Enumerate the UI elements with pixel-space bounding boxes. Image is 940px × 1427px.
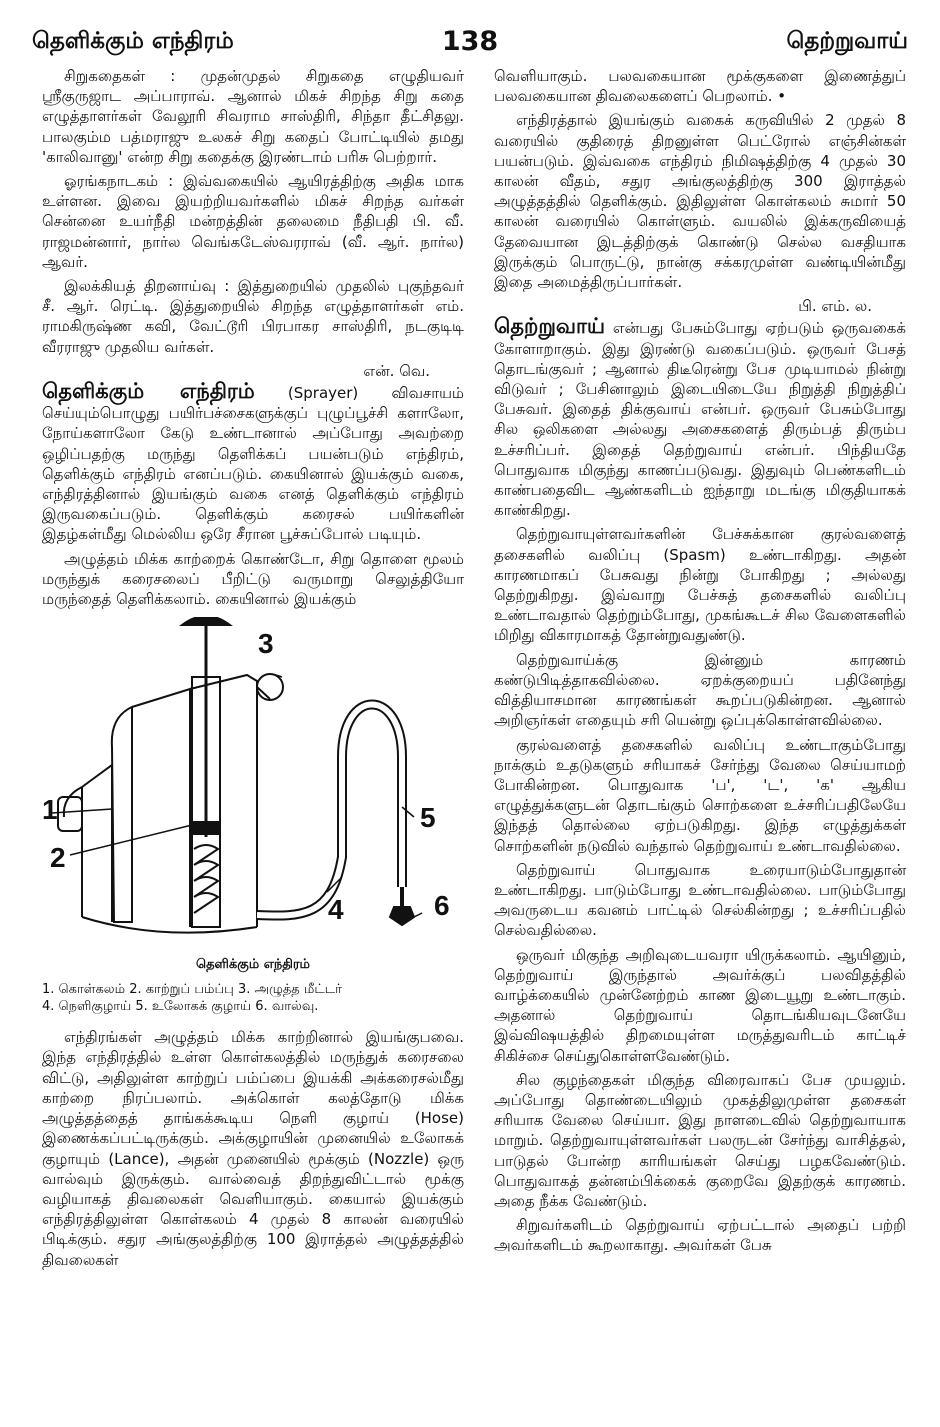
- pump-handle: [182, 617, 230, 625]
- paragraph-treatment: ஒருவர் மிகுந்த அறிவுடையவரா யிருக்கலாம். ஆயினும், தெற்றுவாய் இருந்தால் அவர்க்குப் பலவிதத்தில் வாழ்க்கையில் முன்னேற்றம் காண இடையூறு உண்டாகும். அதனால் தெற்றுவாய் தொடங்கியவுடனேயே இவ்விஷயத்தில் திறமையுள்ள மருத்துவரிடம் காட்டிச் சிகிச்சை செய்துகொள்ளவேண்டும்.: [494, 945, 906, 1065]
- right-column: [494, 66, 906, 1260]
- paragraph-spasm: தெற்றுவாயுள்ளவர்களின் பேச்சுக்கான குரல்வளைத் தசைகளில் வலிப்பு (Spasm) உண்டாகிறது. அதன் காரணமாகப் பேசுவது நின்று போகிறது ; அல்லது தெற்றுகிறது. இவ்வாறு பேச்சுத் தசைகளில் வலிப்பு உண்டாவதால் தெற்றும்போது, முகங்கூடச் சில வேளைகளில் மிறிது விகாரமாகத் தோன்றுவதுண்டு.: [494, 525, 906, 645]
- entry-stammering: [494, 316, 906, 520]
- page-number: 138: [441, 26, 499, 57]
- entry-headword: தெற்றுவாய்: [494, 314, 605, 339]
- paragraph-one-act-plays: ஓரங்கநாடகம் : இவ்வகையில் ஆயிரத்திற்கு அதிக மாக உள்ளன. இவை இயற்றியவர்களில் மிகச் சிறந்த வர்கள் சென்னை உயர்நீதி மன்றத்தின் தலைமை நீதிபதி பி. வீ. ராஜமன்னார், நார்ல வெங்கடேஸ்வரராவ் (வீ. ஆர். நார்ல) ஆவர்.: [42, 172, 464, 271]
- header-right-title: தெற்றுவாய்: [786, 28, 908, 54]
- paragraph-sprayer-mechanism: எந்திரங்கள் அழுத்தம் மிக்க காற்றினால் இயங்குபவை. இந்த எந்திரத்தில் உள்ள கொள்கலத்தில் மருந்துக் கரைசலை விட்டு, அதிலுள்ள காற்றுப் பம்ப்பை இயக்கி அக்கரைசல்மீது காற்றை நிரப்பலாம். அக்கொள் கலத்தோடு மிக்க அழுத்தத்தைத் தாங்கக்கூடிய நெளி குழாய் (Hose) இணைக்கப்பட்டிருக்கும். அக்குழாயின் முனையில் உலோகக் குழாயும் (Lance), அதன் முனையில் மூக்கும் (Nozzle) ஒரு வால்வும் இருக்கும். வால்வைத் திறந்துவிட்டால் மூக்கு வழியாகத் திவலைகள் வெளியாகும். கையால் இயக்கும் எந்திரத்திலுள்ள கொள்கலம் 4 முதல் 8 காலன் வரையில் பிடிக்கும். சதுர அங்குலத்திற்கு 100 இராத்தல் அழுத்தத்தில் திவலைகள்: [42, 1028, 464, 1269]
- figure-label-4: 4: [328, 894, 344, 926]
- paragraph-singing: தெற்றுவாய் பொதுவாக உரையாடும்போதுதான் உண்டாகிறது. பாடும்போது உண்டாவதில்லை. பாடும்போது அவருடைய கவனம் பாட்டில் செல்கின்றது ; உச்சரிப்பதில் செல்வதில்லை.: [494, 860, 906, 940]
- entry-text: விவசாயம் செய்யும்பொழுது பயிர்பச்சைகளுக்குப் புழுப்பூச்சி களாலோ, நோய்களாலோ கேடு உண்டானால் அப்போது அவற்றை ஒழிப்பதற்கு மருந்து தெளிக்கப் பயன்படும் எந்திரம், தெளிக்கும் எந்திரம் எனப்படும். கையினால் இயக்கும் வகை, எந்திரத்தினால் இயங்கும் வகை எனத் தெளிக்கும் எந்திரம் இருவகைப்படும். தெளிக்கும் கரைசல் பயிர்களின் இதழ்கள்மீது மெல்லிய ஒரே சீரான பூச்சுப்போல் படியும்.: [42, 384, 464, 544]
- entry-text: என்பது பேசும்போது ஏற்படும் ஒருவகைக் கோளாறாகும். இது இரண்டு வகைப்படும். ஒருவர் பேசத் தொடங்குவர் ; ஆனால் திடீரென்று பேச முடியாமல் நின்று விடுவர் ; பேசினாலும் இடையிடையே நிறுத்தி நிறுத்திப் பேசுவர். இதைத் திக்குவாய் என்பர். ஒருவர் பேசும்போது சில ஒலிகளை அல்லது அசைகளைத் திரும்பத் திரும்ப உச்சரிப்பர். இதைத் தெற்றுவாய் என்பர். பிந்தியதே பொதுவாக மிகுந்து காணப்படுவது. இதுவும் பெண்களிடம் காண்பதைவிட ஆண்களிடம் ஐந்தாறு மடங்கு மிகுதியாகக் காண்கிறது.: [494, 319, 906, 520]
- paragraph-short-stories: சிறுகதைகள் : முதன்முதல் சிறுகதை எழுதியவர் ஸ்ரீகுருஜாட அப்பாராவ். ஆனால் மிகச் சிறந்த சிறு கதை எழுத்தாளர்கள் வேலூரி சிவராம சாஸ்திரி, சிந்தா தீட்சிதலு. பாலகும்ம பத்மராஜு உலகச் சிறு கதைப் போட்டியில் தமது 'காலிவானு' என்ற சிறு கதைக்கு இரண்டாம் பரிசு பெற்றார்.: [42, 67, 464, 166]
- figure-label-5: 5: [420, 802, 436, 834]
- valve: [390, 907, 414, 925]
- pressure-gauge: [257, 674, 283, 700]
- sprayer-illustration: [42, 617, 464, 947]
- tank-side: [82, 765, 112, 922]
- left-column: [42, 66, 464, 1274]
- entry-english-term: (Sprayer): [287, 384, 359, 403]
- author-initials: என். வெ.: [363, 361, 430, 380]
- entry-sprayer: [42, 381, 464, 545]
- header-left-title: தெளிக்கும் எந்திரம்: [32, 28, 234, 54]
- legend-line: 4. நெளிகுழாய் 5. உலோகக் குழாய் 6. வால்வு.: [42, 999, 319, 1015]
- filler-cap: [58, 797, 82, 831]
- paragraph-literary-criticism: இலக்கியத் திறனாய்வு : இத்துறையில் முதலில் புகுந்தவர் சீ. ஆர். ரெட்டி. இத்துறையில் சிறந்த எழுத்தாளர்கள் எம். ராமகிருஷ்ண கவி, வேட்டூரி பிரபாகர சாஸ்திரி, நடகுடிடி வீரராஜு முதலிய வர்கள்.: [42, 277, 464, 356]
- figure-label-3: 3: [258, 628, 274, 660]
- paragraph-power-sprayer: எந்திரத்தால் இயங்கும் வகைக் கருவியில் 2 முதல் 8 வரையில் குதிரைத் திறனுள்ள பெட்ரோல் எஞ்சின்கள் பயன்படும். இவ்வகை எந்திரம் நிமிஷத்திற்கு 4 முதல் 30 காலன் வீதம், சதுர அங்குலத்திற்கு 300 இராத்தல் அழுத்தத்தில் தெளிக்கும். இதிலுள்ள கொள்கலம் சுமார் 50 காலன் வரையில் கொள்ளும். வயலில் இக்கருவியைத் தேவையான இடத்திற்குக் கொண்டு செல்ல வசதியாக இருக்கும் பொருட்டு, நான்கு சக்கரமுள்ள வண்டியின்மீது இதை அமைத்திருப்பார்கள்.: [494, 111, 906, 292]
- paragraph-consonants: குரல்வளைத் தசைகளில் வலிப்பு உண்டாகும்போது நாக்கும் உதடுகளும் சரியாகச் சேர்ந்து வேலை செய்யாமற் போகின்றன. பொதுவாக 'ப', 'ட', 'க' ஆகிய எழுத்துக்களுடன் தொடங்கும் சொற்களை உச்சரிப்பதிலேயே இந்தத் தொல்லை ஏற்படுகிறது. இந்த எழுத்துக்கள் சொற்களின் நடுவில் வந்தால் தெற்றுவாய் உண்டாவதில்லை.: [494, 735, 906, 855]
- figure-label-6: 6: [434, 890, 450, 922]
- figure-label-1: 1: [42, 794, 58, 826]
- paragraph-spray-methods: அழுத்தம் மிக்க காற்றைக் கொண்டோ, சிறு தொளை மூலம் மருந்துக் கரைசலைப் பீறிட்டு வருமாறு செலுத்தியோ மருந்தைத் தெளிக்கலாம். கையினால் இயக்கும்: [42, 549, 464, 609]
- sprayer-figure: [42, 617, 464, 1027]
- figure-label-2: 2: [50, 842, 66, 874]
- running-header: [32, 28, 908, 60]
- hose: [257, 705, 402, 916]
- tank-left-wall: [112, 707, 132, 922]
- author-initials: பி. எம். ல.: [798, 297, 872, 316]
- paragraph-children: சில குழந்தைகள் மிகுந்த விரைவாகப் பேச முயலும். அப்போது தொண்டையிலும் முகத்திலுமுள்ள தசைகள் சரியாக வேலை செய்யா. இது நாளடைவில் தெற்றுவாயாக மாறும். தெற்றுவாயுள்ளவர்கள் பலருடன் சேர்ந்து வாசித்தல், பாடுதல் போன்ற காரியங்கள் செய்து பழகவேண்டும். பொதுவாகத் தன்னம்பிக்கைக் குறைவே இதற்குக் காரணம். அதை நீக்க வேண்டும்.: [494, 1070, 906, 1210]
- figure-caption: தெளிக்கும் எந்திரம்: [195, 957, 311, 973]
- paragraph-nozzles: வெளியாகும். பலவகையான மூக்குகளை இணைத்துப் பலவகையான திவலைகளைப் பெறலாம். •: [494, 67, 906, 106]
- entry-headword: தெளிக்கும் எந்திரம்: [42, 379, 255, 404]
- legend-line: 1. கொள்கலம் 2. காற்றுப் பம்ப்பு 3. அழுத்த மீட்டர்: [42, 982, 342, 998]
- paragraph-causes: தெற்றுவாய்க்கு இன்னும் காரணம் கண்டுபிடித்தாகவில்லை. ஏறக்குறையப் பதினேந்து வித்தியாசமான காரணங்கள் கூறப்படுகின்றன. ஆனால் அறிஞர்கள் எதையும் சரி யென்று ஒப்புக்கொள்ளவில்லை.: [494, 650, 906, 730]
- paragraph-advice: சிறுவர்களிடம் தெற்றுவாய் ஏற்பட்டால் அதைப் பற்றி அவர்களிடம் கூறலாகாது. அவர்கள் பேசு: [494, 1216, 906, 1255]
- pump-spring: [194, 845, 218, 913]
- figure-legend: [42, 981, 464, 1015]
